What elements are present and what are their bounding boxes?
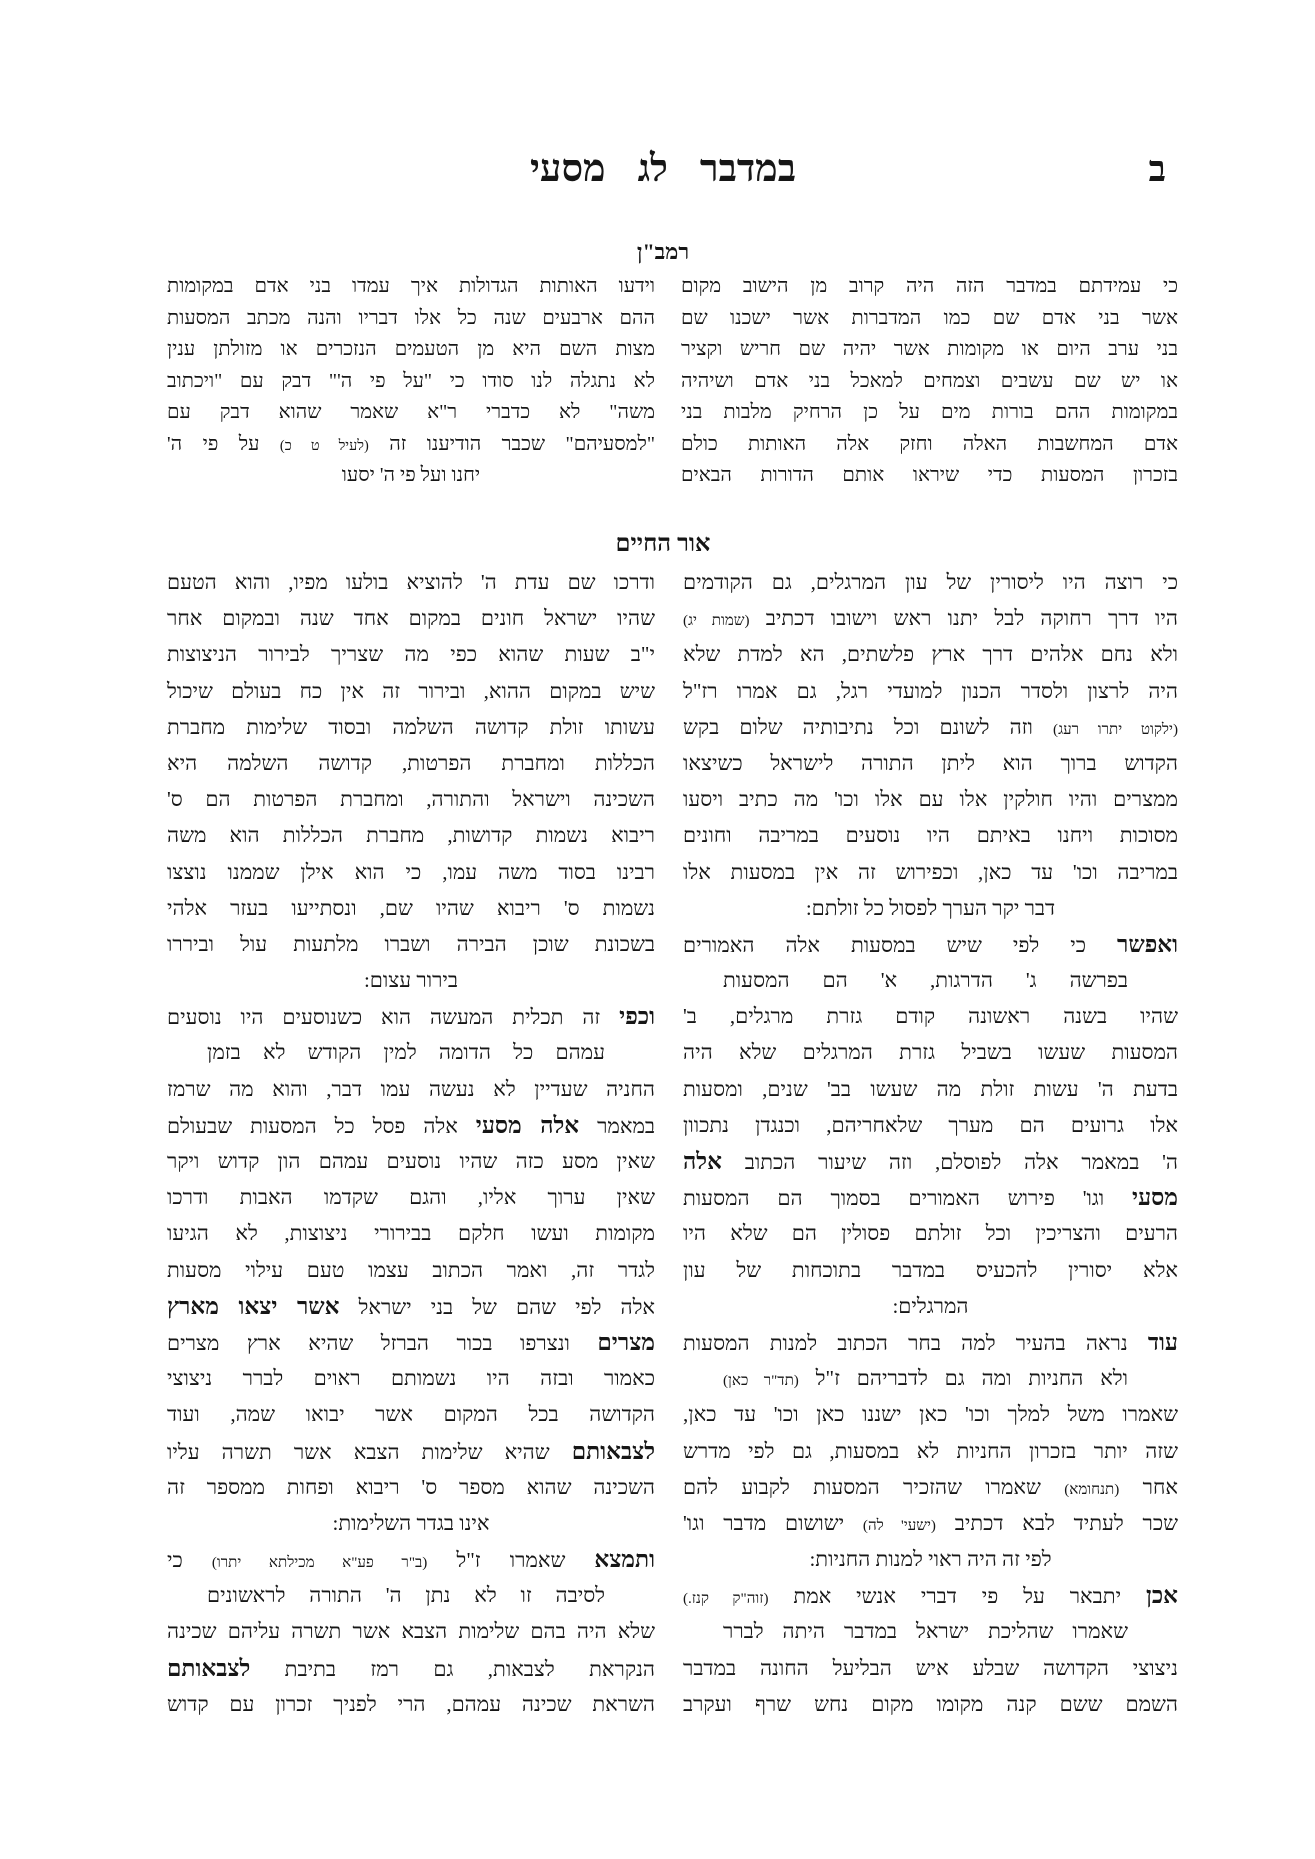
- text-line: [167, 334, 655, 366]
- text-line: [167, 1613, 655, 1649]
- text-run: שאמרו שהליכת ישראל במדבר היתה לברר: [723, 1619, 1128, 1644]
- text-run: וידעו האותות הגדולות איך עמדו בני אדם במקומות: [167, 275, 655, 297]
- text-line: [683, 1469, 1178, 1505]
- text-line: [681, 460, 1178, 492]
- text-line: [683, 636, 1178, 672]
- text-run: ולא נחם אלהים דרך ארץ פלשתים, הא למדת שלא: [683, 642, 1178, 667]
- text-line: [683, 817, 1178, 853]
- text-run: מקומות ועשו חלקם בבירורי ניצוצות, לא הגיעו: [167, 1221, 655, 1246]
- text-line: [683, 1034, 1178, 1070]
- title-chapter: לג: [637, 148, 668, 190]
- text-line: [683, 1215, 1178, 1251]
- text-line: [683, 1650, 1178, 1686]
- text-run: כי: [167, 1548, 212, 1573]
- text-line: [683, 962, 1178, 998]
- source-reference: (ילקוט יתרו רעג): [1053, 721, 1178, 738]
- text-run: ניצוצי הקדושה שבלע איש הבליעל החונה במדבר: [683, 1655, 1178, 1680]
- text-line: [167, 366, 655, 398]
- text-run: אלה מסעי: [475, 1111, 580, 1138]
- or-hachaim-right-column: [683, 564, 1178, 1722]
- source-reference: (לעיל ט כ): [279, 437, 369, 454]
- text-run: המסעות שעשו בשביל גזרת המרגלים שלא היה: [683, 1040, 1178, 1065]
- text-run: ממצרים והיו חולקין אלו עם אלו וכו' מה כתיב ויסעו: [683, 787, 1178, 812]
- text-run: הנקראת לצבאות, גם רמז בתיבת: [250, 1656, 655, 1681]
- text-run: ונצרפו בכור הברזל שהיא ארץ מצרים: [167, 1330, 598, 1355]
- page-number-letter: ב: [1148, 149, 1166, 189]
- text-line: [167, 1034, 655, 1070]
- text-run: ההם ארבעים שנה כל אלו דבריו והנה מכתב המסעות: [167, 306, 655, 329]
- bold-lemma: [597, 1329, 655, 1355]
- text-run: שלא היה בהם שלימות הצבא אשר תשרה עליהם שכינה: [167, 1619, 655, 1644]
- text-line: [683, 1505, 1178, 1541]
- title-book: במדבר: [699, 148, 797, 190]
- text-line: [167, 926, 655, 962]
- bold-lemma: [572, 1438, 655, 1464]
- bold-lemma: [167, 1655, 250, 1681]
- text-line: [167, 998, 655, 1034]
- text-run: המרגלים:: [892, 1293, 969, 1318]
- text-line: [683, 673, 1178, 709]
- text-line: [167, 817, 655, 853]
- bold-lemma: [1132, 1184, 1178, 1210]
- text-line: [683, 1433, 1178, 1469]
- text-run: בזכרון המסעות כדי שיראו אותם הדורות הבאים: [681, 464, 1178, 486]
- text-run: אלה לפי שהם של בני ישראל: [339, 1294, 655, 1319]
- text-run: כי רוצה היו ליסורין של עון המרגלים, גם הקודמים: [683, 570, 1178, 594]
- text-line: [683, 1686, 1178, 1722]
- ramban-right-column: [681, 271, 1178, 492]
- text-line: [681, 366, 1178, 398]
- text-line: [167, 1179, 655, 1215]
- text-run: וזה לשונם וכל נתיבותיה שלום בקש: [683, 714, 1054, 739]
- text-run: השכינה שהוא מספר ס' ריבוא ופחות ממספר זה: [167, 1474, 655, 1499]
- text-run: שאמרו שהזכיר המסעות לקבוע להם: [683, 1474, 1065, 1499]
- text-run: היו דרך רחוקה לבל יתנו ראש וישובו דכתיב: [749, 606, 1178, 631]
- text-line: [167, 1288, 655, 1324]
- text-line: [683, 1396, 1178, 1432]
- text-run: הרעים והצריכין וכל זולתם פסולין הם שלא היו: [683, 1221, 1178, 1246]
- text-run: י"ב שעות שהוא כפי מה שצריך לבירור הניצוצות: [167, 642, 655, 667]
- text-run: ותמצא: [594, 1546, 655, 1573]
- text-line: [167, 303, 655, 335]
- text-run: אלא יסורין להכעיס במדבר בתוכחות של עון: [683, 1257, 1178, 1282]
- text-run: "למסעיהם" שכבר הודיענו זה: [368, 432, 655, 455]
- text-line: [683, 1107, 1178, 1143]
- text-line: [683, 745, 1178, 781]
- bold-lemma: [1117, 931, 1178, 957]
- text-line: [167, 1686, 655, 1722]
- text-run: אלה: [683, 1148, 722, 1174]
- text-line: [683, 1360, 1178, 1396]
- text-line: [683, 1613, 1178, 1649]
- text-line: [167, 1360, 655, 1396]
- text-run: לצבאותם: [167, 1654, 251, 1681]
- text-run: בשכונת שוכן הבירה ושברו מלתעות עול וביררו: [167, 931, 655, 956]
- text-run: שהיא שלימות הצבא אשר תשרה עליו: [167, 1439, 572, 1464]
- text-line: [683, 1252, 1178, 1288]
- text-run: מסעי: [1132, 1184, 1178, 1211]
- text-run: שהיו בשנה ראשונה קודם גזרת מרגלים, ב': [683, 1004, 1178, 1029]
- text-run: מצות השם היא מן הטעמים הנזכרים או מזולתן ענין: [167, 338, 655, 360]
- text-line: [683, 1541, 1178, 1577]
- text-run: נראה בהעיר למה בחר הכתוב למנות המסעות: [683, 1330, 1148, 1355]
- text-run: וגו' פירוש האמורים בסמוך הם המסעות: [683, 1186, 1133, 1211]
- text-run: שכר לעתיד לבא דכתיב: [935, 1510, 1178, 1535]
- text-line: [681, 303, 1178, 335]
- text-line: [683, 600, 1178, 636]
- text-line: [683, 1324, 1178, 1360]
- source-reference: (ישעי' לה): [862, 1517, 936, 1534]
- text-line: [683, 998, 1178, 1034]
- text-line: [683, 1143, 1178, 1179]
- text-run: או יש שם עשבים וצמחים למאכל בני אדם ושיהיה: [681, 369, 1178, 392]
- text-run: ודרכו שם עדת ה' להוציא בולעו מפיו, והוא הטעם: [167, 570, 655, 594]
- text-line: [167, 1143, 655, 1179]
- text-line: [683, 709, 1178, 745]
- text-line: [167, 1107, 655, 1143]
- text-run: אינו בגדר השלימות:: [332, 1510, 490, 1535]
- text-line: [683, 890, 1178, 926]
- text-line: [683, 564, 1178, 600]
- source-reference: (שמות יג): [683, 613, 750, 630]
- source-reference: (ב"ר פע"א מכילתא יתרו): [211, 1555, 428, 1572]
- text-line: [167, 636, 655, 672]
- text-run: כי עמידתם במדבר הזה היה קרוב מן הישוב מקום: [681, 275, 1178, 297]
- text-run: דבר יקר הערך לפסול כל זולתם:: [805, 895, 1056, 920]
- bold-lemma: [476, 1112, 579, 1138]
- text-run: במקומות ההם בורות מים על כן הרחיק מלבות בני: [681, 401, 1178, 423]
- bold-lemma: [1146, 1582, 1178, 1608]
- text-line: [167, 600, 655, 636]
- text-run: עמהם כל הדומה למין הקודש לא בזמן: [207, 1040, 605, 1065]
- text-line: [167, 962, 655, 998]
- bold-lemma: [594, 1546, 655, 1572]
- text-line: [167, 1324, 655, 1360]
- ramban-left-column: [167, 271, 655, 492]
- text-run: שהיו ישראל חונים במקום אחד שנה ובמקום אחר: [167, 606, 655, 631]
- text-run: על פי ה': [167, 432, 280, 455]
- text-run: אכן: [1145, 1582, 1178, 1609]
- text-run: הקדושה בכל המקום אשר יבואו שמה, ועוד: [167, 1402, 655, 1427]
- text-run: במריבה וכו' עד כאן, וכפירוש זה אין במסעות אלו: [683, 859, 1178, 884]
- text-run: לא נתגלה לנו סודו כי "על פי ה'" דבק עם "ויכתוב: [167, 369, 655, 392]
- text-run: השמם ששם קנה מקומו מקום נחש שרף ועקרב: [683, 1691, 1178, 1716]
- text-line: [167, 564, 655, 600]
- text-run: לגדר זה, ואמר הכתוב עצמו טעם עילוי מסעות: [167, 1257, 655, 1282]
- text-line: [167, 1252, 655, 1288]
- text-run: כי לפי שיש במסעות אלה האמורים: [683, 932, 1117, 957]
- bold-lemma: [683, 1148, 722, 1174]
- text-line: [681, 397, 1178, 429]
- text-line: [167, 397, 655, 429]
- text-run: הכללות ומחברת הפרטות, קדושה השלמה היא: [167, 750, 655, 775]
- text-line: [683, 854, 1178, 890]
- source-reference: (תנחומא): [1064, 1481, 1120, 1498]
- text-run: יחנו ועל פי ה' יסעו: [341, 464, 481, 486]
- text-run: לסיבה זו לא נתן ה' התורה לראשונים: [207, 1583, 605, 1608]
- bold-lemma: [619, 1003, 655, 1029]
- text-run: אלו גרועים הם מערך שלאחריהם, וכנגדן נתכוון: [683, 1112, 1178, 1137]
- text-run: היה לרצון ולסדר הכנון למועדי רגל, גם אמרו רז"ל: [683, 678, 1178, 703]
- text-run: מסוכות ויחנו באיתם היו נוסעים במריבה וחונים: [683, 823, 1178, 848]
- text-line: [167, 1577, 655, 1613]
- text-line: [167, 429, 655, 461]
- text-line: [681, 429, 1178, 461]
- or-hachaim-heading: אור החיים: [615, 531, 711, 557]
- text-line: [681, 271, 1178, 303]
- text-run: רבינו בסוד משה עמו, כי הוא אילן שממנו נוצצו: [167, 859, 655, 884]
- text-line: [167, 745, 655, 781]
- text-line: [167, 854, 655, 890]
- text-line: [683, 781, 1178, 817]
- text-line: [167, 673, 655, 709]
- text-run: מצרים: [597, 1328, 655, 1355]
- text-run: לצבאותם: [571, 1437, 655, 1464]
- text-run: ה' במאמר אלה לפוסלם, וזה שיעור הכתוב: [721, 1150, 1178, 1174]
- text-run: השכינה וישראל והתורה, ומחברת הפרטות הם ס': [167, 787, 655, 812]
- text-line: [167, 1505, 655, 1541]
- text-line: [683, 1179, 1178, 1215]
- text-run: במאמר: [579, 1113, 656, 1138]
- text-run: אלה פסל כל המסעות שבעולם: [167, 1113, 476, 1138]
- text-run: השראת שכינה עמהם, הרי לפניך זכרון עם קדוש: [167, 1691, 655, 1716]
- text-line: [167, 1215, 655, 1251]
- text-line: [683, 926, 1178, 962]
- bold-lemma: [167, 1293, 339, 1319]
- text-line: [167, 1396, 655, 1432]
- text-run: בירור עצום:: [363, 968, 459, 993]
- text-line: [683, 1071, 1178, 1107]
- text-run: אשר יצאו מארץ: [167, 1292, 340, 1319]
- text-run: ואפשר: [1117, 930, 1178, 957]
- text-line: [167, 709, 655, 745]
- text-run: אדם המחשבות האלה וחזק אלה האותות כולם: [681, 432, 1178, 455]
- text-line: [167, 1433, 655, 1469]
- text-run: עוד: [1147, 1328, 1178, 1355]
- text-line: [167, 460, 655, 492]
- text-line: [167, 1650, 655, 1686]
- text-run: משה" לא כדברי ר"א שאמר שהוא דבק עם: [167, 401, 655, 423]
- text-run: אשר בני אדם שם כמו המדברות אשר ישכנו שם: [681, 306, 1178, 329]
- text-run: שאין ערוך אליו, והגם שקדמו האבות ודרכו: [167, 1185, 655, 1210]
- ramban-heading: רמב"ן: [636, 239, 690, 264]
- text-run: שיש במקום ההוא, ובירור זה אין כח בעולם שיכול: [167, 678, 655, 703]
- text-run: בפרשה ג' הדרגות, א' הם המסעות: [723, 968, 1128, 993]
- text-line: [167, 890, 655, 926]
- text-run: ישושום מדבר וגו': [683, 1510, 863, 1535]
- text-run: החניה שעדיין לא נעשה עמו דבר, והוא מה שרמז: [167, 1076, 655, 1101]
- or-hachaim-left-column: [167, 564, 655, 1722]
- text-run: ולא החניות ומה גם לדבריהם ז"ל: [798, 1366, 1129, 1391]
- text-run: שזה יותר בזכרון החניות לא במסעות, גם לפי מדרש: [683, 1438, 1178, 1463]
- bold-lemma: [1148, 1329, 1178, 1355]
- text-run: כאמור ובזה היו נשמותם ראוים לברר ניצוצי: [167, 1366, 655, 1391]
- text-line: [167, 1541, 655, 1577]
- text-run: יתבאר על פי דברי אנשי אמת: [768, 1584, 1146, 1609]
- text-line: [167, 1071, 655, 1107]
- source-reference: (תד"ר כאן): [723, 1373, 799, 1390]
- text-run: נשמות ס' ריבוא שהיו שם, ונסתייעו בעזר אלהי: [167, 895, 655, 920]
- text-line: [167, 1469, 655, 1505]
- text-run: לפי זה היה ראוי למנות החניות:: [809, 1547, 1052, 1572]
- text-run: הקדוש ברוך הוא ליתן התורה לישראל כשיצאו: [683, 750, 1178, 775]
- page-title: [463, 146, 863, 192]
- text-run: שאמרו משל למלך וכו' כאן ישננו כאן וכו' עד כאן,: [683, 1402, 1178, 1427]
- text-line: [167, 781, 655, 817]
- source-reference: (זוה"ק קנז.): [683, 1591, 769, 1608]
- text-run: שאמרו ז"ל: [427, 1548, 595, 1573]
- text-run: עשותו זולת קדושה השלמה ובסוד שלימות מחברת: [167, 714, 655, 739]
- text-run: וכפי: [619, 1003, 655, 1030]
- text-run: אחר: [1119, 1474, 1178, 1499]
- title-parasha: מסעי: [529, 148, 606, 190]
- text-line: [681, 334, 1178, 366]
- text-line: [683, 1577, 1178, 1613]
- text-run: זה תכלית המעשה הוא כשנוסעים היו נוסעים: [167, 1005, 620, 1030]
- text-run: בדעת ה' עשות זולת מה שעשו בב' שנים, ומסעות: [683, 1076, 1178, 1101]
- text-line: [683, 1288, 1178, 1324]
- text-run: שאין מסע כזה שהיו נוסעים עמהם הון קדוש ויקר: [167, 1149, 655, 1173]
- text-run: בני ערב היום או מקומות אשר יהיה שם חריש וקציר: [681, 338, 1178, 360]
- text-run: ריבוא נשמות קדושות, מחברת הכללות הוא משה: [167, 823, 655, 848]
- text-line: [167, 271, 655, 303]
